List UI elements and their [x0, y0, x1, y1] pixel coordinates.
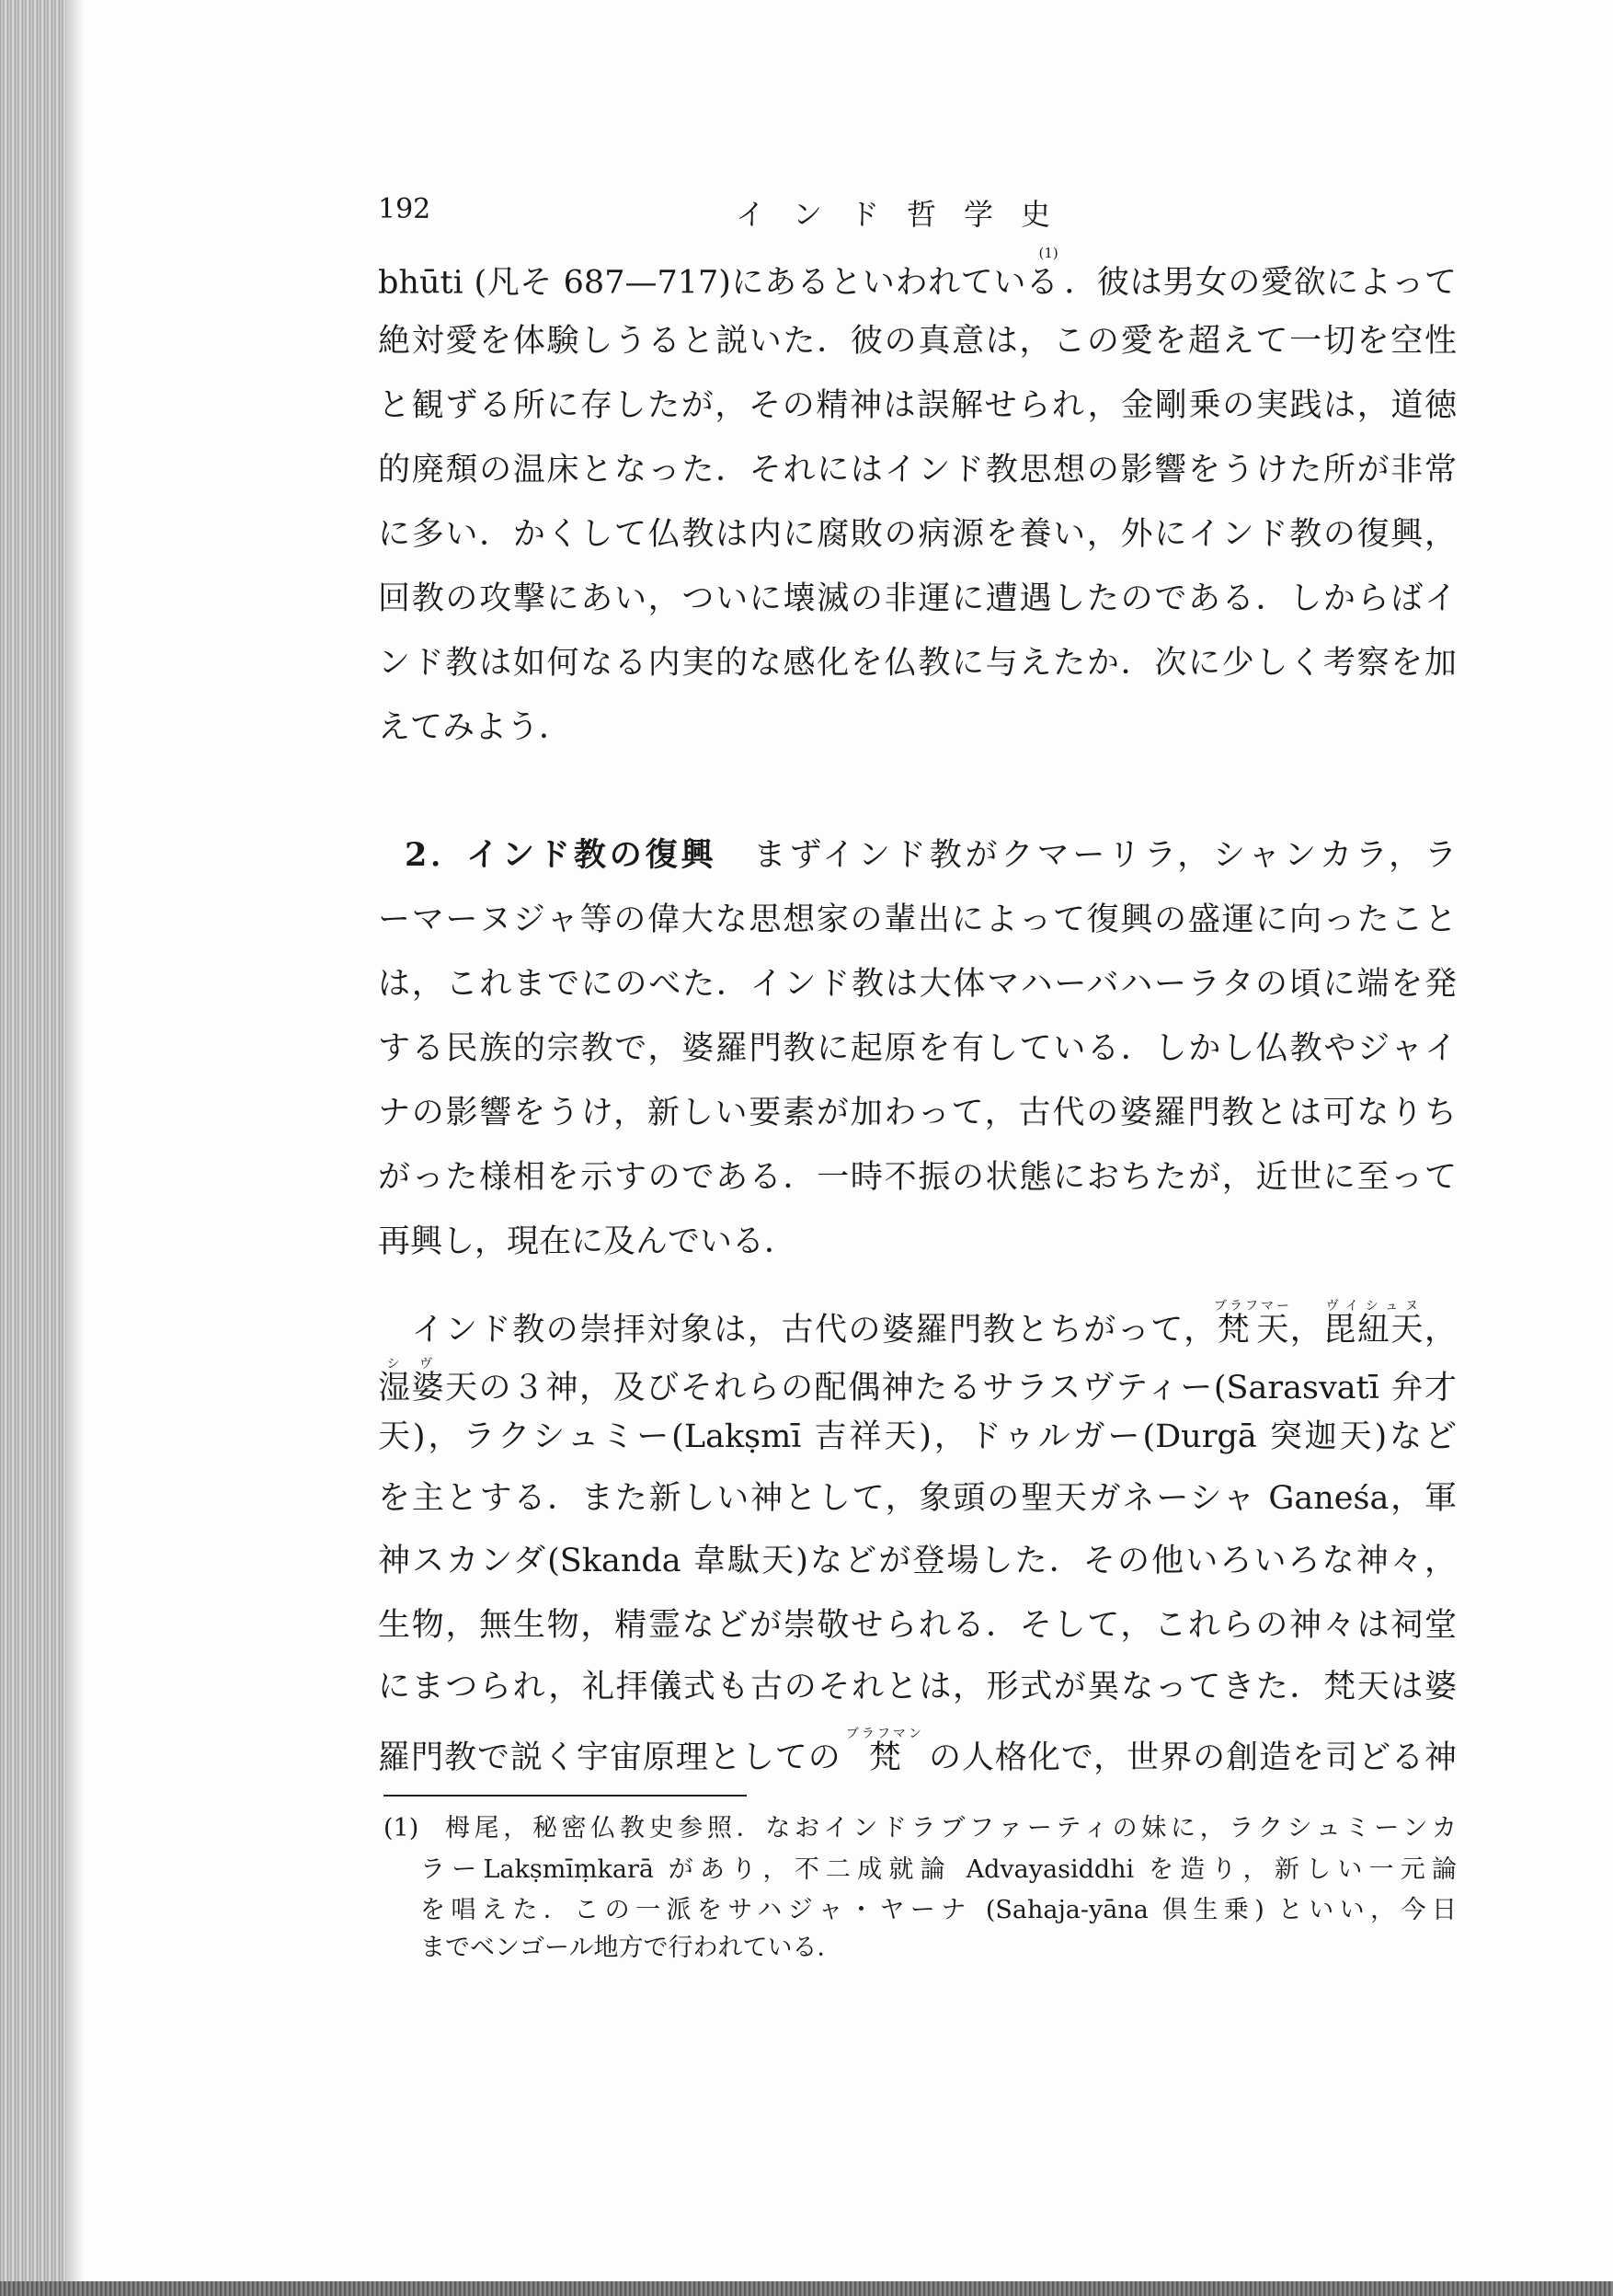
ruby-reading: ブラフマー — [1214, 1299, 1292, 1314]
body-line: ンド教は如何なる内実的な感化を仏教に与えたか．次に少しく考察を加 — [378, 645, 1457, 682]
body-line: にまつられ，礼拝儀式も古のそれとは，形式が異なってきた．梵天は婆 — [378, 1669, 1457, 1705]
body-text: bhūti (凡そ 687—717)にあるといわれている — [378, 264, 1059, 302]
body-text: ．彼は男女の愛欲によって — [1063, 264, 1457, 302]
body-line: を主とする．また新しい神として，象頭の聖天ガネーシャ Ganeśa，軍 — [378, 1480, 1457, 1517]
body-line: 再興し，現在に及んでいる． — [378, 1223, 797, 1260]
ruby-word — [1323, 1299, 1424, 1349]
footnote-reference: (1) — [1038, 245, 1058, 261]
body-text: まずインド教がクマーリラ，シャンカラ，ラ — [753, 837, 1457, 874]
ruby-base: 梵天 — [1214, 1312, 1292, 1349]
body-line: 神スカンダ(Skanda 韋駄天)などが登場した．その他いろいろな神々， — [378, 1543, 1457, 1579]
body-line — [378, 1727, 1457, 1776]
running-title: インド哲学史 — [736, 197, 1079, 232]
body-line: ーマーヌジャ等の偉大な思想家の輩出によって復興の盛運に向ったこと — [378, 901, 1457, 938]
ruby-reading: ブラフマン — [845, 1727, 924, 1741]
body-line: えてみよう． — [378, 709, 572, 746]
ruby-base: 梵 — [845, 1739, 924, 1776]
body-line — [378, 1299, 1457, 1349]
body-line: する民族的宗教で，婆羅門教に起原を有している．しかし仏教やジャイ — [378, 1030, 1457, 1067]
scan-binding-edge — [0, 0, 66, 2296]
body-line: 天)，ラクシュミー(Lakṣmī 吉祥天)，ドゥルガー(Durgā 突迦天)など — [378, 1418, 1457, 1455]
body-line: 的廃頽の温床となった．それにはインド教思想の影響をうけた所が非常 — [378, 452, 1457, 488]
ruby-word — [1214, 1299, 1292, 1349]
body-line — [378, 245, 1457, 302]
section-heading: 2．インド教の復興 — [405, 836, 717, 874]
footnote-line — [383, 1813, 1457, 1844]
body-line: 生物，無生物，精霊などが崇敬せられる．そして，これらの神々は祠堂 — [378, 1607, 1457, 1644]
footnote-line: を唱えた．この一派をサハジャ・ヤーナ (Sahaja-yāna 倶生乗) といい，今日 — [420, 1896, 1457, 1924]
body-text: ， — [1288, 1312, 1324, 1349]
body-line: がった様相を示すのである．一時不振の状態におちたが，近世に至って — [378, 1159, 1457, 1196]
section-first-line — [405, 835, 1457, 876]
body-text: インド教の崇拝対象は，古代の婆羅門教とちがって， — [378, 1312, 1218, 1349]
body-line: 絶対愛を体験しうると説いた．彼の真意は，この愛を超えて一切を空性 — [378, 323, 1457, 360]
page-number: 192 — [378, 193, 431, 225]
ruby-word — [845, 1727, 924, 1776]
ruby-reading: ヴイシュヌ — [1323, 1299, 1424, 1314]
footnote-text: 栂尾，秘密仏教史参照．なおインドラブファーティの妹に，ラクシュミーンカ — [440, 1814, 1457, 1843]
body-text: 天の３神，及びそれらの配偶神たるサラスヴティー(Sarasvatī 弁才 — [445, 1370, 1457, 1406]
ruby-reading: シヴ — [378, 1357, 444, 1372]
body-line: は，これまでにのべた．インド教は大体マハーバハーラタの頃に端を発 — [378, 966, 1457, 1003]
body-line — [378, 1357, 1457, 1406]
body-text: ， — [1424, 1312, 1457, 1349]
footnote-mark: (1) — [383, 1814, 419, 1843]
body-text: の人格化で，世界の創造を司どる神 — [917, 1739, 1457, 1776]
body-line: に多い．かくして仏教は内に腐敗の病源を養い，外にインド教の復興， — [378, 516, 1457, 553]
ruby-base: 毘紐天 — [1323, 1312, 1424, 1349]
footnote-divider — [383, 1795, 747, 1797]
ruby-base: 湿婆 — [378, 1370, 446, 1406]
body-line: と観ずる所に存したが，その精神は誤解せられ，金剛乗の実践は，道徳 — [378, 387, 1457, 424]
footnote-line: ラーLakṣmīṃkarā があり，不二成就論 Advayasiddhi を造り，新しい一元論 — [420, 1855, 1457, 1884]
footnote-line: までベンゴール地方で行われている． — [420, 1934, 842, 1962]
body-line: 回教の攻撃にあい，ついに壊滅の非運に遭遇したのである．しからばイ — [378, 580, 1457, 617]
ruby-word — [378, 1357, 446, 1406]
body-line: ナの影響をうけ，新しい要素が加わって，古代の婆羅門教とは可なりち — [378, 1095, 1457, 1131]
body-text: 羅門教で説く宇宙原理としての — [378, 1739, 852, 1776]
scan-bottom-edge — [0, 2281, 1613, 2296]
